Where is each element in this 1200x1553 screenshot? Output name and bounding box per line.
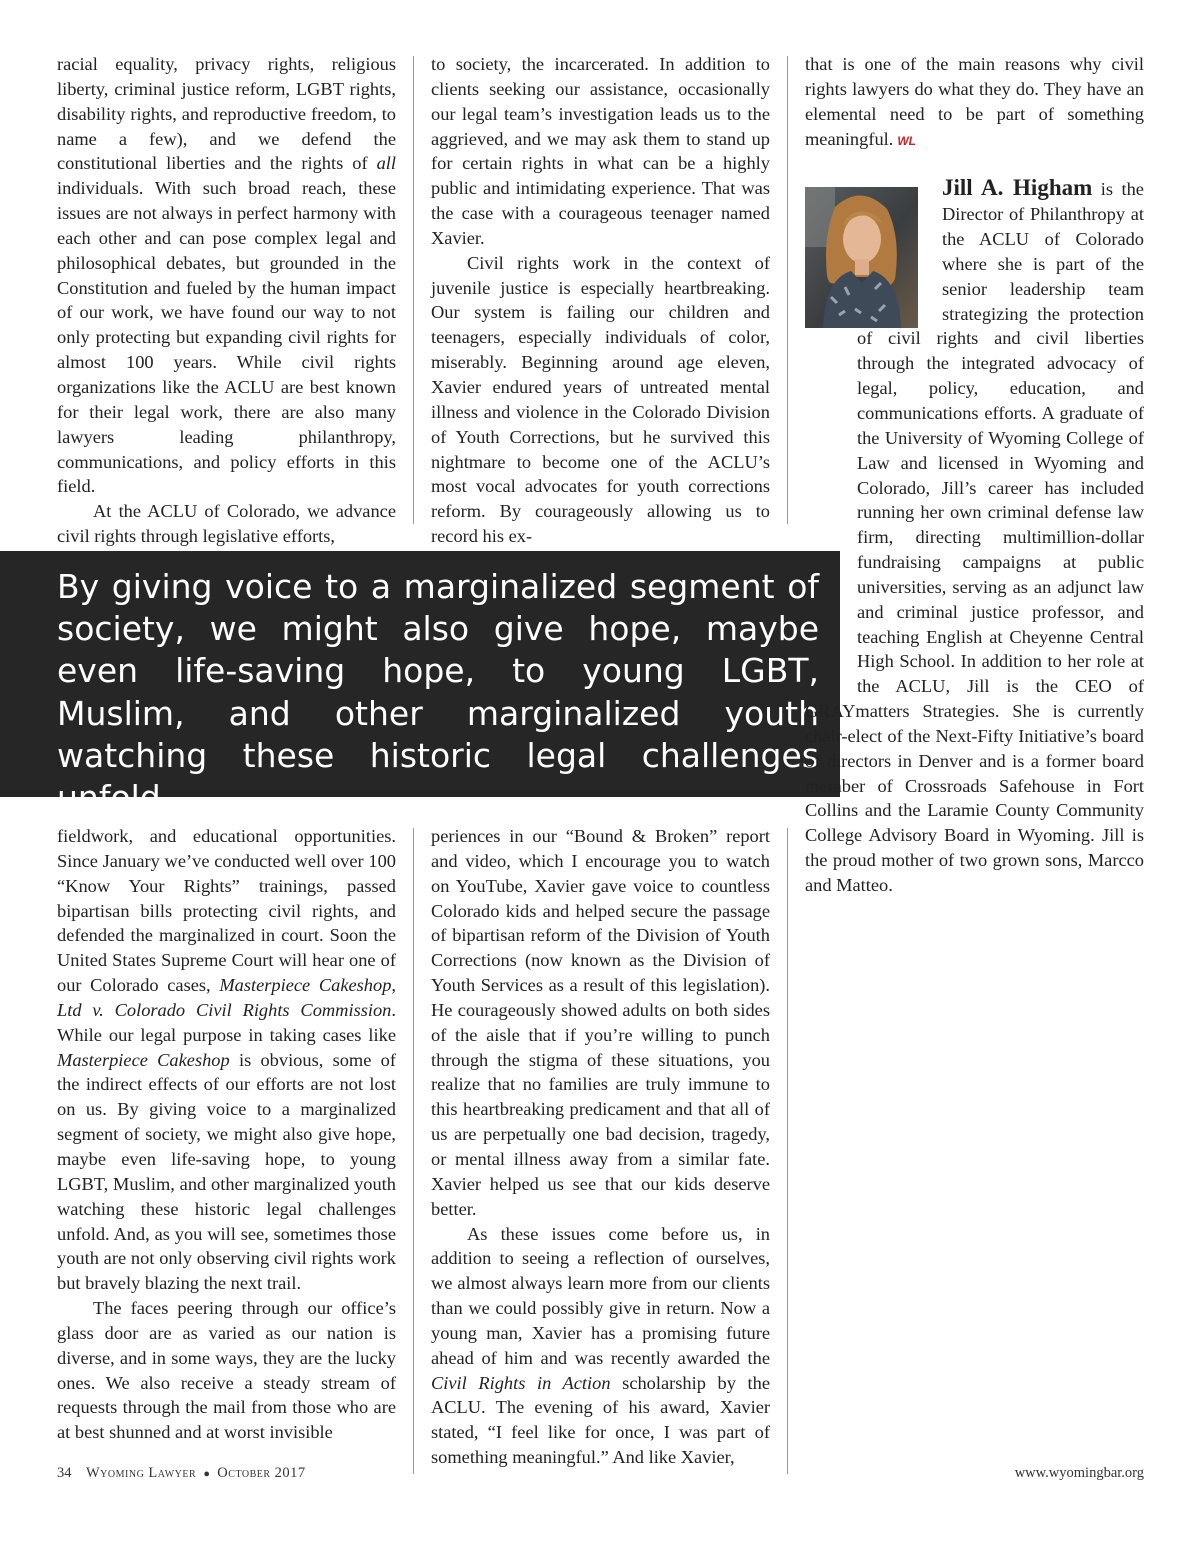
paragraph: As these issues come before us, in addition to seeing a reflection of ourselves, we almost always learn more from our clients than we could possibly give in return. Now a young man, Xavier has a promising future ahead of him and was recently awarded the Civil Rights in Action scholarship by the ACLU. The evening of his award, Xavier stated, “I feel like for once, I was part of something meaningful.” And like Xavier, [431, 1223, 770, 1468]
paragraph: The faces peering through our office’s glass door are as varied as our nation is diverse, and in some ways, they are the lucky ones. We also receive a steady stream of requests through the mail from those who are at best shunned and at worst invisible [57, 1298, 396, 1443]
column-1-bottom [57, 824, 396, 1445]
footer-bullet: ● [203, 1468, 211, 1480]
website-url: www.wyomingbar.org [1014, 1465, 1144, 1481]
author-photo [805, 187, 918, 328]
page-number: 34 [57, 1465, 72, 1481]
publication-name: Wyoming Lawyer [86, 1465, 197, 1481]
column-divider [413, 56, 414, 524]
paragraph: fieldwork, and educational opportunities. Since January we’ve conducted well over 100 “Know Your Rights” trainings, passed bipartisan bills protecting civil rights, and defended the marginalized in court. Soon the United States Supreme Court will hear one of our Colorado cases, Masterpiece Cakeshop, Ltd v. Colorado Civil Rights Commission. While our legal purpose in taking cases like Masterpiece Cakeshop is obvious, some of the indirect effects of our efforts are not lost on us. By giving voice to a marginalized segment of society, we might also give hope, maybe even life-saving hope, to young LGBT, Muslim, and other marginalized youth watching these historic legal challenges unfold. And, as you will see, sometimes those youth are not only observing civil rights work but bravely blazing the next trail. [57, 826, 396, 1294]
column-3 [805, 52, 1144, 898]
paragraph: to society, the incarcerated. In addition to clients seeking our assistance, occasionally our legal team’s investigation leads us to the aggrieved, and we may ask them to stand up for certain rights in what can be a highly public and intimidating experience. That was the case with a courageous teenager named Xavier. [431, 54, 770, 248]
column-divider [787, 56, 788, 524]
author-name: Jill A. Higham [942, 175, 1093, 201]
author-bio: Jill A. Higham is the Director of Philanthropy at the ACLU of Colorado where she is part of the senior leadership team strategizing the protection of civil rights and civil liberties through the integrated advocacy of legal, policy, education, and communications efforts. A graduate of the University of Wyoming College of Law and licensed in Wyoming and Colorado, Jill’s career has included running her own criminal defense law firm, directing multimillion-dollar fundraising campaigns at public universities, serving as an adjunct law and criminal justice professor, and teaching English at Cheyenne Central High School. In addition to her role at the ACLU, Jill is the CEO of GRAYmatters Strategies. She is currently chair-elect of the Next-Fifty Initiative’s board of directors in Denver and is a former board member of Crossroads Safehouse in Fort Collins and the Laramie County Community College Advisory Board in Wyoming. Jill is the proud mother of two grown sons, Marcco and Matteo. [805, 175, 1144, 895]
column-divider [787, 828, 788, 1474]
column-divider [413, 828, 414, 1474]
footer-left [57, 1465, 306, 1482]
paragraph: Civil rights work in the context of juvenile justice is especially heartbreaking. Our system is failing our children and teenagers, especially individuals of color, miserably. Beginning around age eleven, Xavier endured years of untreated mental illness and violence in the Colorado Division of Youth Corrections, but he survived this nightmare to become one of the ACLU’s most vocal advocates for youth corrections reform. By courageously allowing us to record his ex- [431, 252, 770, 547]
column-2-bottom [431, 824, 770, 1470]
paragraph: periences in our “Bound & Broken” report and video, which I encourage you to watch on YouTube, Xavier gave voice to countless Colorado kids and helped secure the passage of bipartisan reform of the Division of Youth Corrections (now known as the Division of Youth Services as a result of this legislation). He courageously showed adults on both sides of the aisle that if you’re willing to punch through the stigma of these situations, you realize that no families are truly immune to this heartbreaking predicament and that all of us are perpetually one bad decision, tragedy, or mental illness away from a similar fate. Xavier helped us see that our kids deserve better. [431, 826, 770, 1219]
portrait-image [805, 187, 918, 328]
issue-date: October 2017 [217, 1465, 306, 1481]
paragraph: racial equality, privacy rights, religious liberty, criminal justice reform, LGBT rights, disability rights, and reproductive freedom, to name a few), and we defend the constitutional liberties and the rights of all individuals. With such broad reach, these issues are not always in perfect harmony with each other and can pose complex legal and philosophical debates, but grounded in the Constitution and fueled by the human impact of our work, we have found our way to not only protecting but expanding civil rights for almost 100 years. While civil rights organizations like the ACLU are best known for their legal work, there are also many lawyers leading philanthropy, communications, and policy efforts in this field. [57, 54, 396, 497]
paragraph: At the ACLU of Colorado, we advance civil rights through legislative efforts, [57, 501, 396, 547]
column-1-top [57, 52, 396, 549]
column-2-top [431, 52, 770, 549]
paragraph: that is one of the main reasons why civil rights lawyers do what they do. They have an elemental need to be part of something meaningful. WL [805, 54, 1144, 149]
pull-quote: By giving voice to a marginalized segment of society, we might also give hope, maybe even life-saving hope, to young LGBT, Muslim, and other marginalized youth watching these historic legal challenges unfold. [57, 567, 819, 818]
end-mark: WL [897, 133, 917, 148]
bio-spacer [805, 321, 857, 691]
